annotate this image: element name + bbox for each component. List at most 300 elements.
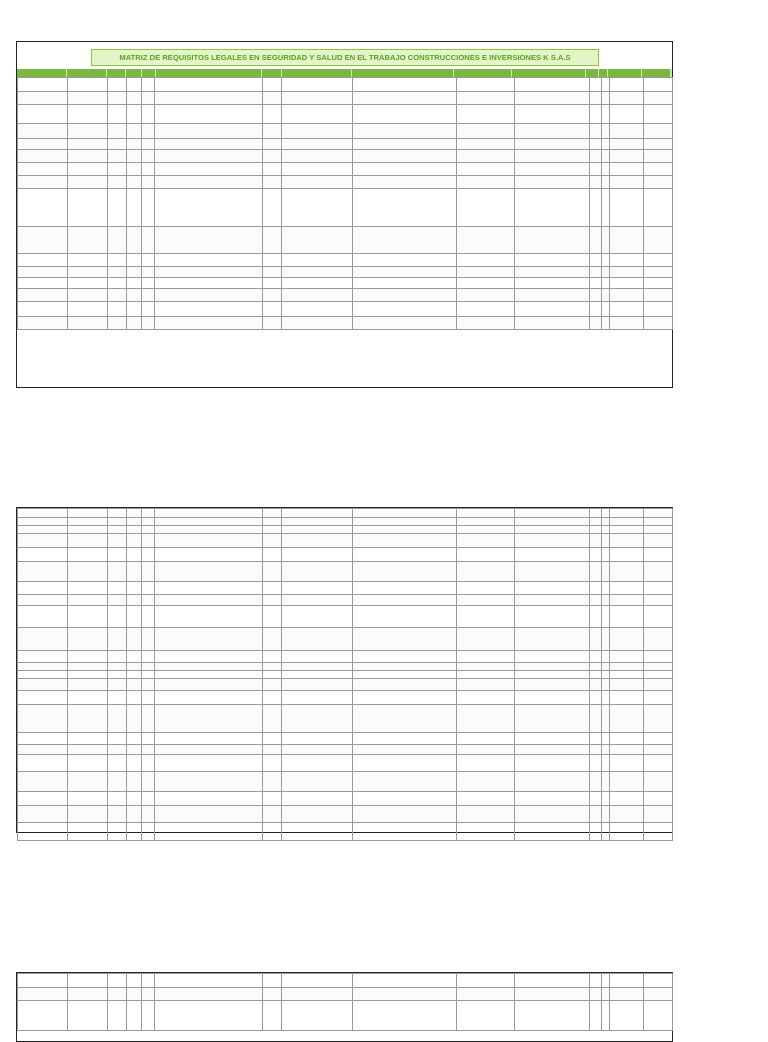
table-cell [457, 105, 515, 124]
table-cell [610, 663, 644, 671]
table-cell [644, 823, 673, 841]
table-cell [108, 733, 127, 745]
table-cell [515, 582, 590, 595]
table-cell [457, 150, 515, 163]
table-cell [142, 534, 155, 548]
table-cell [108, 254, 127, 267]
table-cell [457, 163, 515, 176]
table-cell [155, 92, 263, 105]
table-cell [610, 163, 644, 176]
table-cell [590, 606, 602, 628]
table-cell [353, 78, 457, 92]
table-cell [353, 691, 457, 705]
table-cell [282, 124, 353, 139]
table-cell [142, 150, 155, 163]
table-cell [68, 792, 108, 806]
table-cell [127, 806, 142, 823]
table-cell [457, 548, 515, 562]
table-cell [602, 176, 610, 189]
table-cell [68, 823, 108, 841]
table-cell [515, 755, 590, 772]
table-cell [127, 105, 142, 124]
table-cell [515, 974, 590, 988]
table-cell [644, 526, 673, 534]
table-cell [282, 562, 353, 582]
table-cell [127, 1001, 142, 1031]
document-page-2 [16, 507, 673, 833]
table-row [18, 278, 673, 289]
table-cell [644, 150, 673, 163]
table-cell [610, 705, 644, 733]
table-cell [108, 606, 127, 628]
table-cell [610, 176, 644, 189]
table-cell [108, 1001, 127, 1031]
table-cell [142, 691, 155, 705]
table-cell [515, 163, 590, 176]
table-cell [108, 806, 127, 823]
table-cell [610, 317, 644, 330]
table-cell [68, 562, 108, 582]
table-cell [127, 227, 142, 254]
table-cell [353, 806, 457, 823]
table-cell [282, 733, 353, 745]
table-cell [282, 302, 353, 317]
table-row [18, 289, 673, 302]
table-row [18, 254, 673, 267]
table-cell [610, 974, 644, 988]
table-cell [515, 289, 590, 302]
table-cell [108, 526, 127, 534]
table-cell [68, 755, 108, 772]
table-cell [610, 105, 644, 124]
table-cell [590, 628, 602, 651]
table-cell [353, 582, 457, 595]
table-cell [68, 606, 108, 628]
table-cell [282, 1001, 353, 1031]
table-cell [590, 582, 602, 595]
column-header [262, 69, 282, 77]
table-cell [127, 628, 142, 651]
column-header [671, 69, 672, 77]
table-cell [457, 705, 515, 733]
table-cell [68, 628, 108, 651]
table-cell [68, 163, 108, 176]
table-cell [602, 267, 610, 278]
table-row [18, 651, 673, 663]
table-cell [590, 595, 602, 606]
table-cell [142, 628, 155, 651]
table-cell [142, 671, 155, 679]
table-cell [644, 278, 673, 289]
table-cell [590, 176, 602, 189]
table-cell [68, 124, 108, 139]
table-cell [515, 92, 590, 105]
table-cell [155, 562, 263, 582]
table-cell [353, 176, 457, 189]
table-cell [590, 518, 602, 526]
table-cell [18, 733, 68, 745]
table-cell [610, 745, 644, 755]
column-header [512, 69, 586, 77]
table-cell [68, 509, 108, 518]
table-cell [68, 227, 108, 254]
table-row [18, 772, 673, 792]
table-cell [108, 745, 127, 755]
table-cell [282, 671, 353, 679]
column-header [17, 69, 67, 77]
table-cell [610, 679, 644, 691]
table-row [18, 745, 673, 755]
table-cell [602, 792, 610, 806]
table-cell [263, 289, 282, 302]
table-cell [127, 139, 142, 150]
table-cell [142, 278, 155, 289]
table-cell [155, 176, 263, 189]
table-cell [457, 651, 515, 663]
table-cell [155, 254, 263, 267]
table-cell [644, 1001, 673, 1031]
table-cell [590, 150, 602, 163]
table-cell [142, 163, 155, 176]
table-cell [644, 227, 673, 254]
table-cell [155, 267, 263, 278]
table-cell [353, 548, 457, 562]
table-cell [18, 823, 68, 841]
table-cell [644, 679, 673, 691]
table-cell [108, 534, 127, 548]
table-cell [590, 289, 602, 302]
table-cell [457, 792, 515, 806]
table-cell [353, 289, 457, 302]
table-cell [515, 176, 590, 189]
document-title: MATRIZ DE REQUISITOS LEGALES EN SEGURIDAD Y SALUD EN EL TRABAJO CONSTRUCCIONES E INVERSIONES K S.A.S [91, 49, 599, 66]
table-cell [155, 679, 263, 691]
table-cell [18, 124, 68, 139]
table-cell [610, 150, 644, 163]
table-cell [610, 691, 644, 705]
table-cell [18, 526, 68, 534]
table-cell [610, 806, 644, 823]
table-cell [610, 124, 644, 139]
table-cell [108, 317, 127, 330]
table-row [18, 628, 673, 651]
table-cell [155, 582, 263, 595]
table-cell [18, 792, 68, 806]
table-cell [590, 806, 602, 823]
table-cell [155, 150, 263, 163]
table-cell [142, 105, 155, 124]
table-cell [155, 518, 263, 526]
column-header [352, 69, 454, 77]
table-cell [602, 278, 610, 289]
table-cell [515, 671, 590, 679]
table-cell [155, 189, 263, 227]
table-cell [108, 124, 127, 139]
table-cell [282, 189, 353, 227]
table-cell [644, 78, 673, 92]
table-cell [282, 518, 353, 526]
table-cell [155, 705, 263, 733]
table-cell [457, 92, 515, 105]
table-cell [68, 548, 108, 562]
table-cell [602, 139, 610, 150]
table-row [18, 176, 673, 189]
table-cell [68, 679, 108, 691]
table-cell [515, 139, 590, 150]
table-cell [457, 582, 515, 595]
table-cell [68, 671, 108, 679]
table-cell [457, 78, 515, 92]
column-header [67, 69, 107, 77]
table-cell [108, 823, 127, 841]
table-cell [18, 679, 68, 691]
table-cell [68, 78, 108, 92]
table-cell [155, 105, 263, 124]
table-cell [644, 124, 673, 139]
table-row [18, 705, 673, 733]
table-cell [127, 671, 142, 679]
table-cell [515, 823, 590, 841]
table-cell [457, 124, 515, 139]
table-row [18, 1001, 673, 1031]
table-cell [515, 302, 590, 317]
table-cell [602, 628, 610, 651]
table-cell [644, 745, 673, 755]
table-cell [155, 651, 263, 663]
table-cell [155, 733, 263, 745]
table-cell [18, 509, 68, 518]
table-cell [263, 733, 282, 745]
table-cell [18, 78, 68, 92]
table-cell [457, 509, 515, 518]
table-cell [155, 595, 263, 606]
table-cell [68, 1001, 108, 1031]
table-cell [18, 518, 68, 526]
table-cell [590, 988, 602, 1001]
table-cell [602, 289, 610, 302]
table-cell [644, 509, 673, 518]
table-cell [602, 548, 610, 562]
table-cell [263, 105, 282, 124]
table-cell [644, 289, 673, 302]
table-cell [353, 733, 457, 745]
column-header [599, 69, 608, 77]
table-row [18, 227, 673, 254]
table-cell [353, 974, 457, 988]
table-cell [155, 806, 263, 823]
table-cell [644, 806, 673, 823]
table-cell [127, 526, 142, 534]
table-cell [602, 150, 610, 163]
table-cell [282, 163, 353, 176]
table-cell [263, 823, 282, 841]
table-cell [353, 124, 457, 139]
table-cell [263, 150, 282, 163]
table-cell [68, 302, 108, 317]
table-cell [457, 691, 515, 705]
table-cell [142, 78, 155, 92]
table-cell [644, 974, 673, 988]
table-cell [127, 691, 142, 705]
table-cell [68, 663, 108, 671]
table-cell [282, 526, 353, 534]
table-cell [127, 78, 142, 92]
table-cell [263, 705, 282, 733]
table-cell [644, 139, 673, 150]
table-cell [18, 705, 68, 733]
table-cell [282, 278, 353, 289]
table-cell [18, 289, 68, 302]
table-cell [602, 671, 610, 679]
table-cell [515, 606, 590, 628]
table-cell [18, 302, 68, 317]
table-cell [155, 823, 263, 841]
table-cell [18, 139, 68, 150]
table-cell [457, 176, 515, 189]
table-cell [590, 679, 602, 691]
table-cell [155, 755, 263, 772]
table-cell [108, 150, 127, 163]
table-cell [127, 176, 142, 189]
table-cell [610, 526, 644, 534]
table-cell [590, 526, 602, 534]
table-cell [108, 679, 127, 691]
table-cell [155, 534, 263, 548]
table-cell [108, 176, 127, 189]
table-cell [610, 606, 644, 628]
table-cell [263, 792, 282, 806]
table-cell [590, 124, 602, 139]
table-cell [602, 302, 610, 317]
table-cell [142, 227, 155, 254]
table-cell [644, 518, 673, 526]
table-row [18, 562, 673, 582]
table-row [18, 105, 673, 124]
table-cell [515, 562, 590, 582]
document-page-3 [16, 972, 673, 1042]
table-cell [68, 582, 108, 595]
table-cell [602, 124, 610, 139]
table-cell [68, 267, 108, 278]
table-cell [353, 509, 457, 518]
table-cell [457, 663, 515, 671]
table-cell [610, 772, 644, 792]
table-cell [108, 227, 127, 254]
table-cell [142, 139, 155, 150]
table-cell [353, 1001, 457, 1031]
table-cell [353, 139, 457, 150]
table-cell [155, 988, 263, 1001]
table-cell [108, 548, 127, 562]
table-cell [142, 518, 155, 526]
table-cell [282, 289, 353, 302]
table-cell [644, 755, 673, 772]
table-cell [142, 772, 155, 792]
table-cell [282, 548, 353, 562]
table-cell [142, 745, 155, 755]
table-row [18, 755, 673, 772]
table-cell [644, 548, 673, 562]
table-cell [68, 139, 108, 150]
table-cell [142, 189, 155, 227]
table-cell [142, 92, 155, 105]
table-cell [68, 278, 108, 289]
table-cell [155, 663, 263, 671]
table-cell [353, 679, 457, 691]
table-cell [353, 105, 457, 124]
table-cell [282, 705, 353, 733]
table-cell [515, 534, 590, 548]
table-cell [155, 745, 263, 755]
table-cell [263, 691, 282, 705]
table-cell [515, 628, 590, 651]
table-cell [155, 548, 263, 562]
table-cell [610, 534, 644, 548]
table-cell [142, 606, 155, 628]
table-cell [353, 302, 457, 317]
table-row [18, 792, 673, 806]
table-cell [263, 534, 282, 548]
table-cell [457, 823, 515, 841]
table-cell [263, 139, 282, 150]
requirements-table-page-1 [17, 77, 673, 330]
requirements-table-page-2 [17, 508, 673, 841]
table-row [18, 526, 673, 534]
table-cell [610, 582, 644, 595]
table-cell [515, 806, 590, 823]
table-cell [108, 163, 127, 176]
table-cell [18, 671, 68, 679]
table-cell [68, 317, 108, 330]
table-cell [515, 745, 590, 755]
table-cell [155, 1001, 263, 1031]
table-row [18, 606, 673, 628]
table-cell [457, 302, 515, 317]
table-cell [610, 92, 644, 105]
table-row [18, 317, 673, 330]
table-cell [282, 663, 353, 671]
table-cell [263, 595, 282, 606]
table-cell [644, 92, 673, 105]
table-cell [68, 733, 108, 745]
table-cell [457, 671, 515, 679]
table-cell [142, 254, 155, 267]
table-cell [353, 163, 457, 176]
table-cell [515, 317, 590, 330]
table-cell [602, 518, 610, 526]
table-cell [142, 806, 155, 823]
table-cell [127, 518, 142, 526]
table-cell [127, 772, 142, 792]
table-cell [282, 227, 353, 254]
table-cell [644, 302, 673, 317]
table-cell [644, 317, 673, 330]
table-cell [602, 705, 610, 733]
table-cell [263, 78, 282, 92]
table-cell [353, 317, 457, 330]
table-cell [108, 974, 127, 988]
table-cell [18, 606, 68, 628]
table-cell [353, 562, 457, 582]
table-cell [263, 254, 282, 267]
table-cell [127, 150, 142, 163]
table-cell [602, 582, 610, 595]
table-cell [457, 745, 515, 755]
table-cell [610, 254, 644, 267]
table-cell [155, 509, 263, 518]
table-cell [18, 562, 68, 582]
table-cell [353, 595, 457, 606]
